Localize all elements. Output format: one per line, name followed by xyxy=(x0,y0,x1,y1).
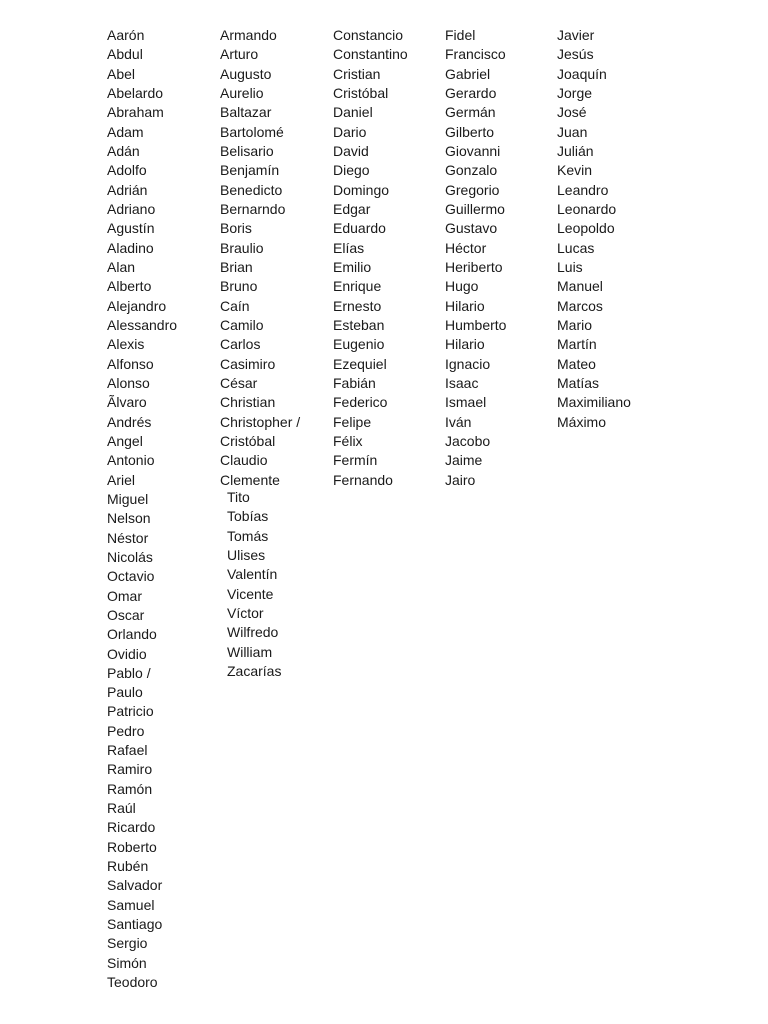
name-entry: Mateo xyxy=(557,355,596,372)
name-entry: Hugo xyxy=(445,278,479,295)
name-entry: Javier xyxy=(557,27,595,43)
name-entry: Paulo xyxy=(107,684,143,701)
name-entry: Ricardo xyxy=(107,819,156,836)
name-entry: Esteban xyxy=(333,316,385,333)
name-entry: Orlando xyxy=(107,626,157,643)
name-entry: Antonio xyxy=(107,452,155,469)
name-entry: Roberto xyxy=(107,838,157,855)
name-entry: Camilo xyxy=(220,316,264,333)
name-entry: Eugenio xyxy=(333,336,385,353)
name-entry: Tobías xyxy=(227,508,269,525)
name-entry: Néstor xyxy=(107,529,149,546)
name-entry: Jairo xyxy=(445,471,476,488)
name-entry: Abel xyxy=(107,65,136,82)
name-entry: Adán xyxy=(107,142,140,159)
name-entry: Omar xyxy=(107,587,142,604)
name-entry: Teodoro xyxy=(107,974,158,991)
name-entry: Iván xyxy=(445,413,472,430)
name-column-5 xyxy=(557,26,631,432)
name-entry: Gerardo xyxy=(445,84,497,101)
name-entry: Constantino xyxy=(333,46,408,63)
name-entry: Pedro xyxy=(107,722,145,739)
name-entry: David xyxy=(333,142,369,159)
name-entry: Fermín xyxy=(333,452,378,469)
name-entry: Gabriel xyxy=(445,65,491,82)
name-entry: Leandro xyxy=(557,181,609,198)
name-entry: José xyxy=(557,104,587,121)
name-column-2 xyxy=(220,26,300,490)
name-entry: Alejandro xyxy=(107,297,167,314)
name-entry: Alberto xyxy=(107,278,152,295)
name-entry: Samuel xyxy=(107,896,155,913)
name-entry: Adriano xyxy=(107,200,156,217)
name-entry: Gonzalo xyxy=(445,162,498,179)
name-entry: Emilio xyxy=(333,258,372,275)
name-entry: Alessandro xyxy=(107,316,178,333)
name-entry: Leonardo xyxy=(557,200,617,217)
name-entry: William xyxy=(227,643,273,660)
name-entry: Ariel xyxy=(107,471,136,488)
name-entry: Vicente xyxy=(227,585,274,602)
name-entry: Isaac xyxy=(445,374,479,391)
name-entry: Benjamín xyxy=(220,162,280,179)
name-entry: Gilberto xyxy=(445,123,495,140)
name-entry: Domingo xyxy=(333,181,390,198)
name-entry: Pablo / xyxy=(107,664,151,681)
name-entry: Andrés xyxy=(107,413,152,430)
name-entry: Jaime xyxy=(445,452,483,469)
name-entry: Benedicto xyxy=(220,181,283,198)
name-entry: Claudio xyxy=(220,452,268,469)
name-entry: Gregorio xyxy=(445,181,500,198)
name-entry: Tomás xyxy=(227,527,269,544)
name-column-3 xyxy=(333,26,408,490)
name-entry: Augusto xyxy=(220,65,272,82)
name-entry: Brian xyxy=(220,258,253,275)
name-entry: Ramón xyxy=(107,780,153,797)
name-entry: Joaquín xyxy=(557,65,607,82)
name-entry: Jorge xyxy=(557,84,593,101)
name-entry: Baltazar xyxy=(220,104,272,121)
name-entry: Máximo xyxy=(557,413,607,430)
name-entry: Fernando xyxy=(333,471,393,488)
name-entry: Maximiliano xyxy=(557,394,631,411)
name-entry: Alfonso xyxy=(107,355,154,372)
name-entry: Armando xyxy=(220,27,277,43)
name-entry: Aurelio xyxy=(220,84,264,101)
name-entry: Ernesto xyxy=(333,297,382,314)
name-entry: Hilario xyxy=(445,297,485,314)
name-entry: Octavio xyxy=(107,568,155,585)
name-entry: Jesús xyxy=(557,46,594,63)
name-entry: Diego xyxy=(333,162,370,179)
name-entry: Ãlvaro xyxy=(107,394,147,411)
name-entry: Angel xyxy=(107,432,143,449)
name-entry: Ezequiel xyxy=(333,355,387,372)
name-entry: Abelardo xyxy=(107,84,164,101)
name-entry: Zacarías xyxy=(227,662,282,679)
name-entry: Braulio xyxy=(220,239,264,256)
name-entry: Alexis xyxy=(107,336,145,353)
name-entry: Aladino xyxy=(107,239,154,256)
name-entry: Eduardo xyxy=(333,220,386,237)
name-entry: Felipe xyxy=(333,413,372,430)
name-entry: Dario xyxy=(333,123,367,140)
name-entry: Mario xyxy=(557,316,593,333)
name-column-1 xyxy=(107,26,177,992)
name-entry: Sergio xyxy=(107,935,148,952)
name-entry: Guillermo xyxy=(445,200,505,217)
name-entry: Víctor xyxy=(227,604,264,621)
name-entry: Christian xyxy=(220,394,276,411)
name-entry: Alan xyxy=(107,258,136,275)
name-entry: Hilario xyxy=(445,336,485,353)
name-entry: Patricio xyxy=(107,703,154,720)
name-entry: Heriberto xyxy=(445,258,503,275)
name-entry: Ramiro xyxy=(107,761,153,778)
name-entry: Santiago xyxy=(107,916,163,933)
name-entry: Fabián xyxy=(333,374,376,391)
name-column-4 xyxy=(445,26,506,490)
name-entry: Salvador xyxy=(107,877,163,894)
name-entry: Tito xyxy=(227,489,250,505)
name-entry: Martín xyxy=(557,336,597,353)
name-entry: Adolfo xyxy=(107,162,147,179)
name-entry: Raúl xyxy=(107,800,136,817)
name-entry: César xyxy=(220,374,258,391)
name-entry: Alonso xyxy=(107,374,150,391)
name-entry: Bernarndo xyxy=(220,200,286,217)
name-entry: Enrique xyxy=(333,278,382,295)
name-entry: Juan xyxy=(557,123,588,140)
name-entry: Ignacio xyxy=(445,355,491,372)
name-entry: Casimiro xyxy=(220,355,276,372)
name-entry: Caín xyxy=(220,297,250,314)
name-entry: Nicolás xyxy=(107,548,153,565)
name-entry: Julián xyxy=(557,142,594,159)
name-column-2-continued xyxy=(227,488,281,681)
name-entry: Abraham xyxy=(107,104,164,121)
name-entry: Francisco xyxy=(445,46,506,63)
name-entry: Cristian xyxy=(333,65,381,82)
name-entry: Rubén xyxy=(107,858,149,875)
name-entry: Giovanni xyxy=(445,142,501,159)
name-entry: Elías xyxy=(333,239,365,256)
name-entry: Ulises xyxy=(227,546,266,563)
name-entry: Ismael xyxy=(445,394,487,411)
name-entry: Simón xyxy=(107,954,147,971)
name-entry: Wilfredo xyxy=(227,624,279,641)
name-entry: Humberto xyxy=(445,316,507,333)
name-entry: Marcos xyxy=(557,297,603,314)
name-entry: Leopoldo xyxy=(557,220,615,237)
name-entry: Fidel xyxy=(445,27,476,43)
name-entry: Edgar xyxy=(333,200,371,217)
name-entry: Cristóbal xyxy=(333,84,389,101)
name-entry: Héctor xyxy=(445,239,487,256)
name-entry: Rafael xyxy=(107,742,148,759)
name-entry: Adrián xyxy=(107,181,148,198)
name-entry: Federico xyxy=(333,394,388,411)
name-entry: Miguel xyxy=(107,490,149,507)
name-entry: Belisario xyxy=(220,142,274,159)
name-entry: Boris xyxy=(220,220,252,237)
name-entry: Nelson xyxy=(107,510,151,527)
name-entry: Aarón xyxy=(107,27,145,43)
name-entry: Oscar xyxy=(107,606,145,623)
name-entry: Ovidio xyxy=(107,645,147,662)
name-entry: Carlos xyxy=(220,336,261,353)
name-entry: Luis xyxy=(557,258,583,275)
name-entry: Abdul xyxy=(107,46,143,63)
name-entry: Christopher / xyxy=(220,413,301,430)
name-entry: Matías xyxy=(557,374,600,391)
name-entry: Constancio xyxy=(333,27,404,43)
name-entry: Jacobo xyxy=(445,432,491,449)
name-entry: Gustavo xyxy=(445,220,498,237)
name-entry: Valentín xyxy=(227,566,278,583)
name-entry: Lucas xyxy=(557,239,595,256)
name-entry: Daniel xyxy=(333,104,373,121)
name-entry: Manuel xyxy=(557,278,603,295)
name-entry: Kevin xyxy=(557,162,593,179)
name-entry: Bartolomé xyxy=(220,123,284,140)
name-entry: Cristóbal xyxy=(220,432,276,449)
name-entry: Clemente xyxy=(220,471,280,488)
name-entry: Germán xyxy=(445,104,496,121)
name-entry: Agustín xyxy=(107,220,155,237)
name-entry: Adam xyxy=(107,123,144,140)
name-entry: Bruno xyxy=(220,278,258,295)
name-entry: Arturo xyxy=(220,46,259,63)
name-entry: Félix xyxy=(333,432,363,449)
